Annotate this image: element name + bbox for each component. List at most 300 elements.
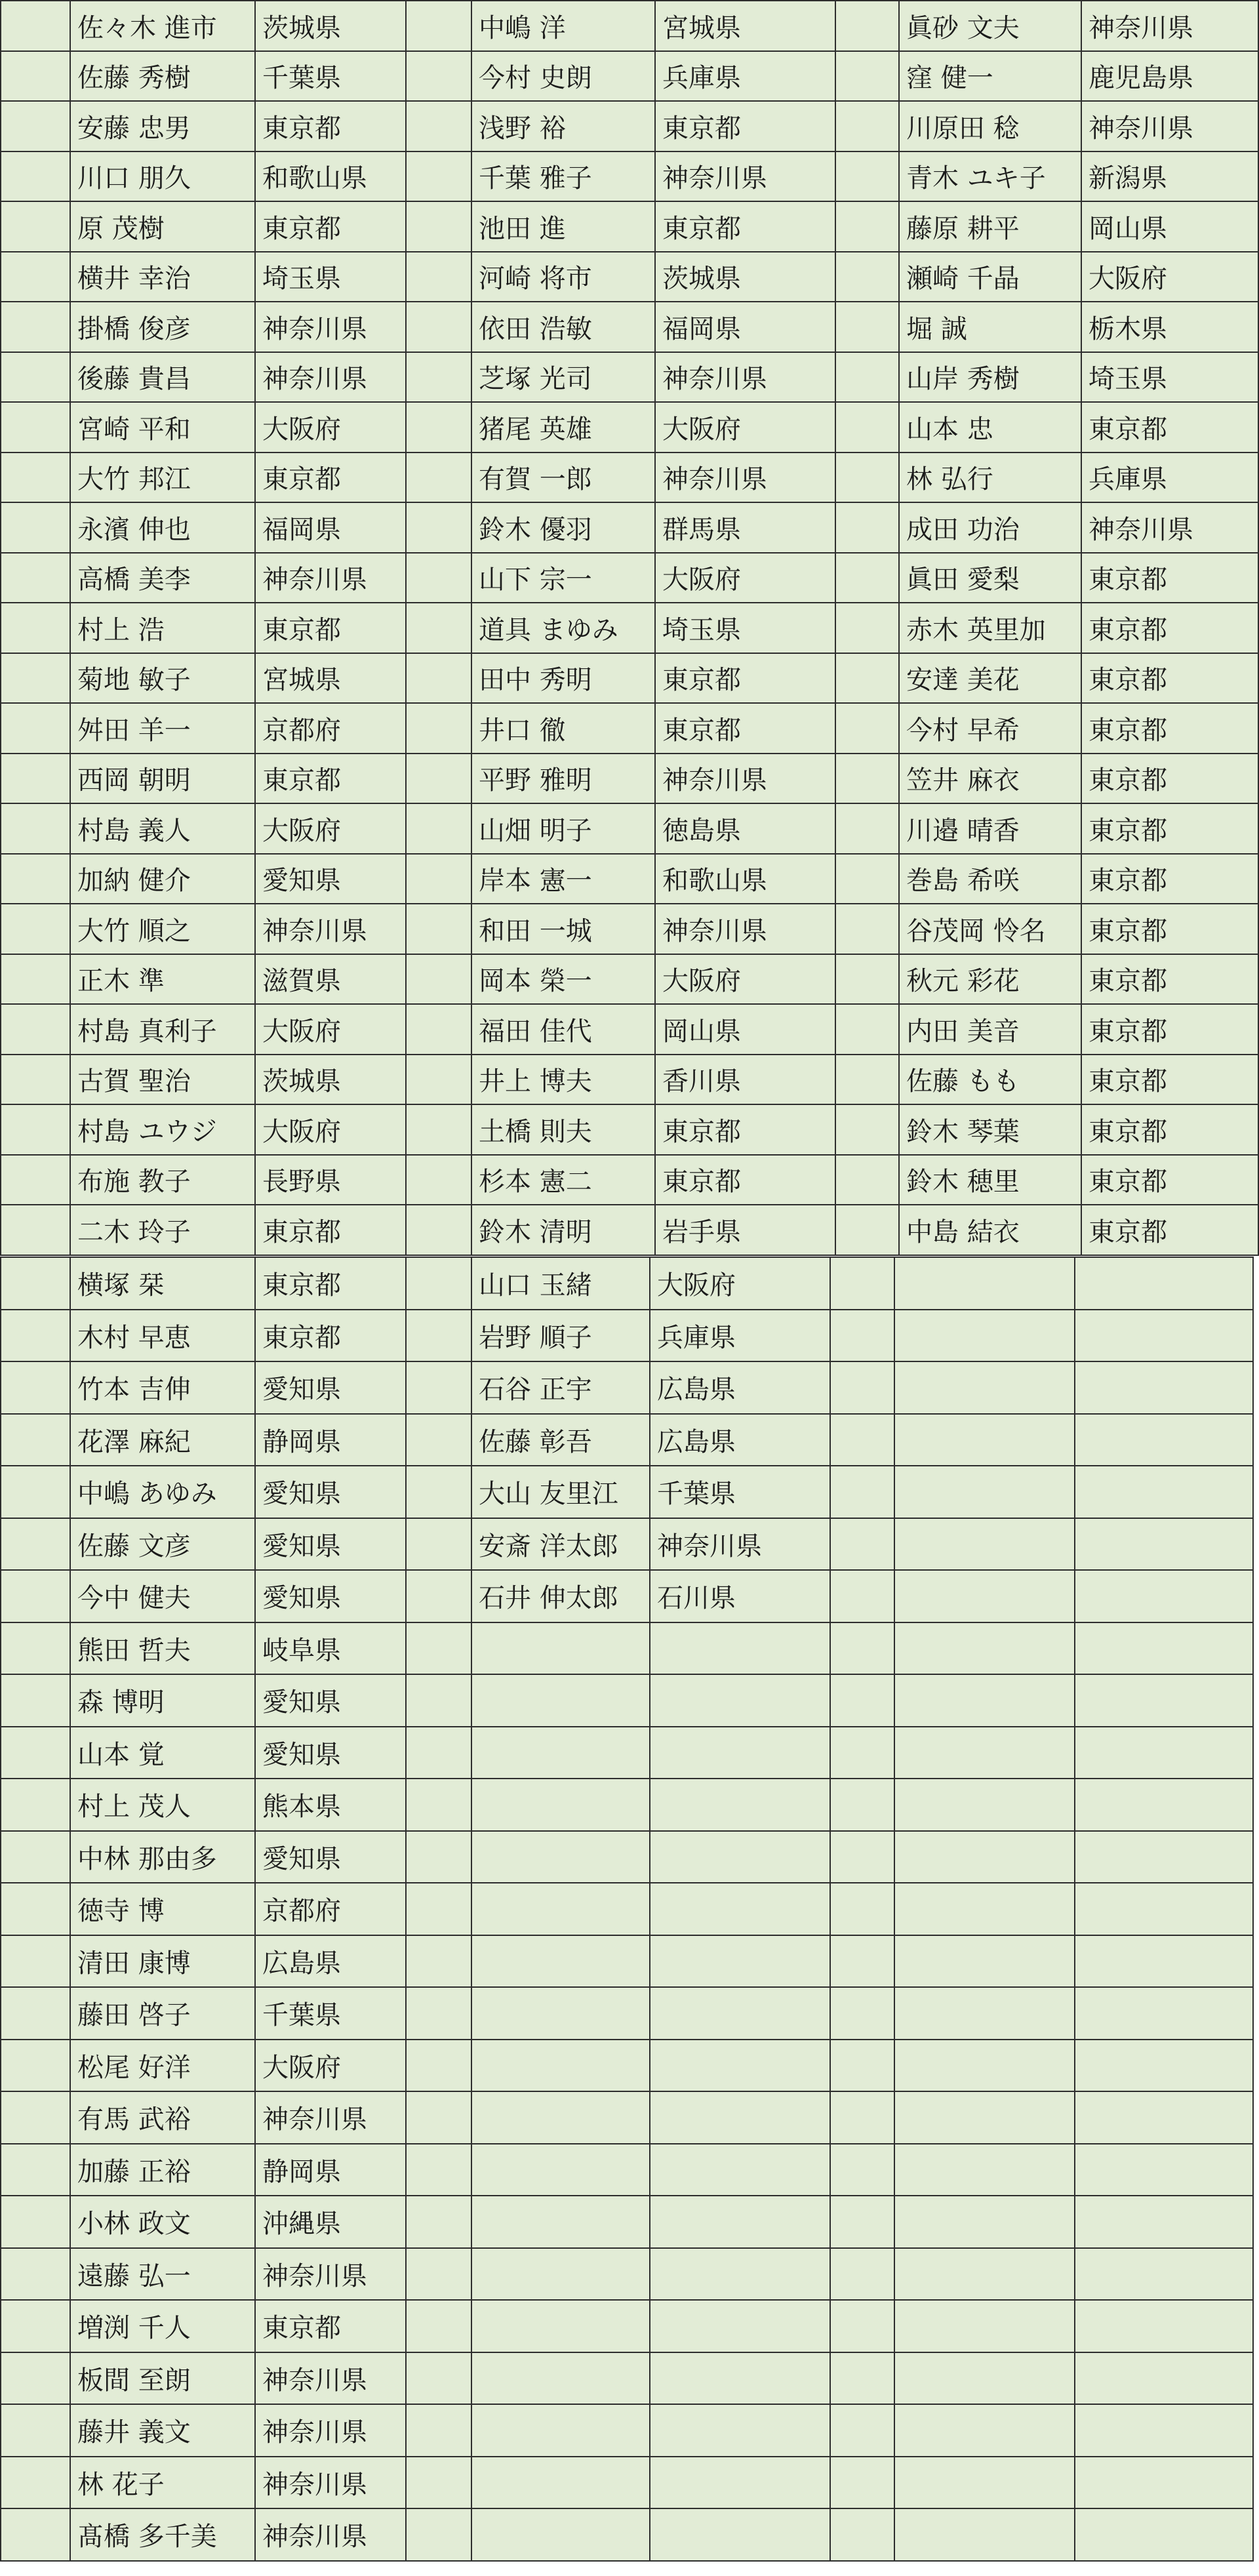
spacer-cell[interactable] (406, 1104, 471, 1155)
prefecture-cell[interactable]: 兵庫県 (1081, 453, 1258, 503)
prefecture-cell[interactable]: 神奈川県 (255, 352, 406, 403)
spacer-cell[interactable] (830, 1831, 894, 1883)
spacer-cell[interactable] (406, 2248, 471, 2301)
spacer-cell[interactable] (1, 904, 70, 954)
name-cell[interactable]: 大竹 邦江 (70, 453, 255, 503)
prefecture-cell[interactable]: 千葉県 (650, 1466, 830, 1518)
prefecture-cell[interactable]: 大阪府 (255, 803, 406, 854)
name-cell[interactable]: 道具 まゆみ (471, 603, 655, 653)
prefecture-cell[interactable] (1075, 2352, 1253, 2405)
prefecture-cell[interactable]: 千葉県 (255, 51, 406, 102)
spacer-cell[interactable] (835, 653, 899, 704)
name-cell[interactable]: 鈴木 優羽 (471, 502, 655, 553)
spacer-cell[interactable] (406, 1727, 471, 1779)
name-cell[interactable]: 布施 教子 (70, 1155, 255, 1205)
spacer-cell[interactable] (1, 1055, 70, 1105)
name-cell[interactable]: 岸本 憲一 (471, 854, 655, 904)
spacer-cell[interactable] (830, 1883, 894, 1935)
spacer-cell[interactable] (1, 2040, 70, 2092)
spacer-cell[interactable] (406, 1883, 471, 1935)
spacer-cell[interactable] (835, 803, 899, 854)
spacer-cell[interactable] (1, 1155, 70, 1205)
spacer-cell[interactable] (830, 1727, 894, 1779)
prefecture-cell[interactable] (1075, 1466, 1253, 1518)
prefecture-cell[interactable]: 東京都 (255, 1257, 406, 1310)
name-cell[interactable]: 川口 朋久 (70, 151, 255, 202)
prefecture-cell[interactable]: 神奈川県 (655, 151, 835, 202)
name-cell[interactable] (894, 2457, 1075, 2509)
prefecture-cell[interactable] (650, 2300, 830, 2352)
name-cell[interactable]: 堀 誠 (899, 302, 1081, 352)
name-cell[interactable]: 内田 美音 (899, 1004, 1081, 1055)
prefecture-cell[interactable]: 福岡県 (655, 302, 835, 352)
prefecture-cell[interactable]: 静岡県 (255, 1414, 406, 1466)
spacer-cell[interactable] (835, 1004, 899, 1055)
name-cell[interactable]: 川原田 稔 (899, 101, 1081, 151)
prefecture-cell[interactable]: 和歌山県 (255, 151, 406, 202)
name-cell[interactable]: 赤木 英里加 (899, 603, 1081, 653)
name-cell[interactable] (471, 1727, 650, 1779)
prefecture-cell[interactable]: 大阪府 (255, 2040, 406, 2092)
prefecture-cell[interactable] (650, 1883, 830, 1935)
name-cell[interactable]: 菊地 敏子 (70, 653, 255, 704)
name-cell[interactable]: 成田 功治 (899, 502, 1081, 553)
prefecture-cell[interactable]: 大阪府 (255, 1104, 406, 1155)
spacer-cell[interactable] (1, 2248, 70, 2301)
name-cell[interactable] (894, 1831, 1075, 1883)
name-cell[interactable]: 井上 博夫 (471, 1055, 655, 1105)
prefecture-cell[interactable]: 愛知県 (255, 1831, 406, 1883)
name-cell[interactable]: 岩野 順子 (471, 1310, 650, 1362)
name-cell[interactable] (471, 1935, 650, 1988)
name-cell[interactable]: 中島 結衣 (899, 1205, 1081, 1255)
prefecture-cell[interactable]: 東京都 (255, 754, 406, 804)
name-cell[interactable]: 徳寺 博 (70, 1883, 255, 1935)
spacer-cell[interactable] (1, 2404, 70, 2457)
spacer-cell[interactable] (406, 854, 471, 904)
prefecture-cell[interactable]: 東京都 (255, 201, 406, 252)
prefecture-cell[interactable]: 東京都 (655, 653, 835, 704)
name-cell[interactable] (894, 1466, 1075, 1518)
name-cell[interactable] (894, 1310, 1075, 1362)
prefecture-cell[interactable]: 福岡県 (255, 502, 406, 553)
name-cell[interactable] (471, 2300, 650, 2352)
prefecture-cell[interactable]: 広島県 (650, 1414, 830, 1466)
spacer-cell[interactable] (406, 453, 471, 503)
prefecture-cell[interactable]: 兵庫県 (655, 51, 835, 102)
prefecture-cell[interactable]: 新潟県 (1081, 151, 1258, 202)
spacer-cell[interactable] (406, 2091, 471, 2144)
spacer-cell[interactable] (835, 954, 899, 1005)
prefecture-cell[interactable]: 岡山県 (655, 1004, 835, 1055)
spacer-cell[interactable] (1, 1361, 70, 1414)
spacer-cell[interactable] (835, 252, 899, 302)
spacer-cell[interactable] (406, 1004, 471, 1055)
spacer-cell[interactable] (406, 1987, 471, 2040)
spacer-cell[interactable] (1, 2144, 70, 2196)
prefecture-cell[interactable]: 滋賀県 (255, 954, 406, 1005)
prefecture-cell[interactable]: 愛知県 (255, 1674, 406, 1727)
spacer-cell[interactable] (406, 51, 471, 102)
name-cell[interactable]: 石井 伸太郎 (471, 1570, 650, 1622)
prefecture-cell[interactable]: 東京都 (1081, 904, 1258, 954)
spacer-cell[interactable] (1, 402, 70, 453)
prefecture-cell[interactable] (1075, 2248, 1253, 2301)
name-cell[interactable] (471, 2508, 650, 2561)
name-cell[interactable]: 掛橋 俊彦 (70, 302, 255, 352)
prefecture-cell[interactable] (650, 1831, 830, 1883)
spacer-cell[interactable] (835, 603, 899, 653)
prefecture-cell[interactable] (650, 2352, 830, 2405)
spacer-cell[interactable] (1, 754, 70, 804)
name-cell[interactable] (894, 1935, 1075, 1988)
prefecture-cell[interactable]: 京都府 (255, 703, 406, 754)
name-cell[interactable]: 今村 早希 (899, 703, 1081, 754)
prefecture-cell[interactable]: 愛知県 (255, 1361, 406, 1414)
spacer-cell[interactable] (830, 2091, 894, 2144)
name-cell[interactable] (894, 1883, 1075, 1935)
prefecture-cell[interactable] (650, 2404, 830, 2457)
name-cell[interactable]: 猪尾 英雄 (471, 402, 655, 453)
spacer-cell[interactable] (406, 703, 471, 754)
spacer-cell[interactable] (406, 1, 471, 51)
prefecture-cell[interactable] (1075, 2196, 1253, 2248)
name-cell[interactable]: 山本 覚 (70, 1727, 255, 1779)
prefecture-cell[interactable]: 広島県 (650, 1361, 830, 1414)
name-cell[interactable] (471, 1831, 650, 1883)
spacer-cell[interactable] (835, 1104, 899, 1155)
spacer-cell[interactable] (406, 402, 471, 453)
prefecture-cell[interactable] (1075, 2144, 1253, 2196)
spacer-cell[interactable] (406, 1361, 471, 1414)
prefecture-cell[interactable]: 愛知県 (255, 1727, 406, 1779)
name-cell[interactable] (894, 2196, 1075, 2248)
prefecture-cell[interactable]: 東京都 (1081, 703, 1258, 754)
prefecture-cell[interactable]: 東京都 (255, 2300, 406, 2352)
name-cell[interactable]: 清田 康博 (70, 1935, 255, 1988)
name-cell[interactable]: 岡本 榮一 (471, 954, 655, 1005)
name-cell[interactable]: 山下 宗一 (471, 553, 655, 603)
name-cell[interactable]: 巻島 希咲 (899, 854, 1081, 904)
name-cell[interactable]: 山岸 秀樹 (899, 352, 1081, 403)
spacer-cell[interactable] (406, 1622, 471, 1675)
prefecture-cell[interactable]: 東京都 (1081, 402, 1258, 453)
spacer-cell[interactable] (1, 302, 70, 352)
name-cell[interactable]: 今村 史朗 (471, 51, 655, 102)
prefecture-cell[interactable]: 神奈川県 (255, 2508, 406, 2561)
prefecture-cell[interactable]: 神奈川県 (655, 352, 835, 403)
prefecture-cell[interactable] (1075, 1987, 1253, 2040)
spacer-cell[interactable] (830, 2508, 894, 2561)
spacer-cell[interactable] (1, 2196, 70, 2248)
name-cell[interactable] (894, 1361, 1075, 1414)
prefecture-cell[interactable] (650, 2508, 830, 2561)
spacer-cell[interactable] (830, 2352, 894, 2405)
prefecture-cell[interactable]: 埼玉県 (255, 252, 406, 302)
prefecture-cell[interactable]: 大阪府 (655, 402, 835, 453)
name-cell[interactable]: 中嶋 洋 (471, 1, 655, 51)
spacer-cell[interactable] (830, 2144, 894, 2196)
prefecture-cell[interactable]: 神奈川県 (650, 1518, 830, 1571)
prefecture-cell[interactable]: 埼玉県 (655, 603, 835, 653)
name-cell[interactable] (471, 1779, 650, 1831)
name-cell[interactable]: 山本 忠 (899, 402, 1081, 453)
prefecture-cell[interactable] (650, 2091, 830, 2144)
prefecture-cell[interactable] (650, 1727, 830, 1779)
spacer-cell[interactable] (406, 1674, 471, 1727)
spacer-cell[interactable] (1, 1310, 70, 1362)
spacer-cell[interactable] (835, 904, 899, 954)
spacer-cell[interactable] (830, 1622, 894, 1675)
name-cell[interactable] (894, 2248, 1075, 2301)
prefecture-cell[interactable]: 神奈川県 (255, 904, 406, 954)
prefecture-cell[interactable]: 神奈川県 (655, 453, 835, 503)
spacer-cell[interactable] (406, 2404, 471, 2457)
prefecture-cell[interactable]: 熊本県 (255, 1779, 406, 1831)
name-cell[interactable]: 浅野 裕 (471, 101, 655, 151)
prefecture-cell[interactable]: 愛知県 (255, 1570, 406, 1622)
prefecture-cell[interactable] (1075, 2300, 1253, 2352)
spacer-cell[interactable] (1, 1883, 70, 1935)
name-cell[interactable]: 池田 進 (471, 201, 655, 252)
prefecture-cell[interactable]: 大阪府 (655, 553, 835, 603)
prefecture-cell[interactable]: 東京都 (655, 1104, 835, 1155)
prefecture-cell[interactable]: 東京都 (255, 101, 406, 151)
spacer-cell[interactable] (835, 151, 899, 202)
prefecture-cell[interactable]: 岐阜県 (255, 1622, 406, 1675)
spacer-cell[interactable] (406, 2300, 471, 2352)
name-cell[interactable]: 髙橋 多千美 (70, 2508, 255, 2561)
spacer-cell[interactable] (835, 402, 899, 453)
name-cell[interactable]: 後藤 貴昌 (70, 352, 255, 403)
prefecture-cell[interactable]: 東京都 (1081, 1104, 1258, 1155)
prefecture-cell[interactable] (1075, 1361, 1253, 1414)
name-cell[interactable]: 今中 健夫 (70, 1570, 255, 1622)
name-cell[interactable] (894, 1570, 1075, 1622)
name-cell[interactable]: 村島 ユウジ (70, 1104, 255, 1155)
prefecture-cell[interactable]: 茨城県 (255, 1055, 406, 1105)
prefecture-cell[interactable]: 東京都 (655, 201, 835, 252)
prefecture-cell[interactable]: 愛知県 (255, 854, 406, 904)
name-cell[interactable]: 佐藤 彰吾 (471, 1414, 650, 1466)
name-cell[interactable] (894, 1414, 1075, 1466)
prefecture-cell[interactable] (1075, 1727, 1253, 1779)
spacer-cell[interactable] (406, 754, 471, 804)
prefecture-cell[interactable]: 宮城県 (255, 653, 406, 704)
prefecture-cell[interactable]: 岡山県 (1081, 201, 1258, 252)
spacer-cell[interactable] (406, 2457, 471, 2509)
prefecture-cell[interactable] (1075, 2508, 1253, 2561)
name-cell[interactable]: 河崎 将市 (471, 252, 655, 302)
spacer-cell[interactable] (835, 854, 899, 904)
spacer-cell[interactable] (1, 1, 70, 51)
spacer-cell[interactable] (835, 502, 899, 553)
name-cell[interactable]: 松尾 好洋 (70, 2040, 255, 2092)
spacer-cell[interactable] (1, 151, 70, 202)
spacer-cell[interactable] (406, 201, 471, 252)
spacer-cell[interactable] (830, 1570, 894, 1622)
prefecture-cell[interactable]: 埼玉県 (1081, 352, 1258, 403)
name-cell[interactable]: 古賀 聖治 (70, 1055, 255, 1105)
name-cell[interactable] (471, 1987, 650, 2040)
name-cell[interactable]: 福田 佳代 (471, 1004, 655, 1055)
spacer-cell[interactable] (1, 1987, 70, 2040)
name-cell[interactable] (894, 1727, 1075, 1779)
name-cell[interactable]: 青木 ユキ子 (899, 151, 1081, 202)
prefecture-cell[interactable]: 長野県 (255, 1155, 406, 1205)
spacer-cell[interactable] (406, 1257, 471, 1310)
spacer-cell[interactable] (406, 954, 471, 1005)
spacer-cell[interactable] (406, 653, 471, 704)
name-cell[interactable]: 依田 浩敏 (471, 302, 655, 352)
prefecture-cell[interactable] (1075, 1310, 1253, 1362)
prefecture-cell[interactable]: 千葉県 (255, 1987, 406, 2040)
prefecture-cell[interactable]: 東京都 (655, 703, 835, 754)
spacer-cell[interactable] (830, 1935, 894, 1988)
spacer-cell[interactable] (1, 954, 70, 1005)
spacer-cell[interactable] (1, 1831, 70, 1883)
name-cell[interactable]: 窪 健一 (899, 51, 1081, 102)
prefecture-cell[interactable]: 東京都 (1081, 653, 1258, 704)
prefecture-cell[interactable]: 大阪府 (255, 1004, 406, 1055)
prefecture-cell[interactable]: 東京都 (1081, 1055, 1258, 1105)
spacer-cell[interactable] (835, 352, 899, 403)
prefecture-cell[interactable]: 東京都 (255, 453, 406, 503)
spacer-cell[interactable] (835, 1155, 899, 1205)
name-cell[interactable]: 舛田 羊一 (70, 703, 255, 754)
name-cell[interactable] (894, 1257, 1075, 1310)
name-cell[interactable]: 土橋 則夫 (471, 1104, 655, 1155)
name-cell[interactable] (471, 2040, 650, 2092)
spacer-cell[interactable] (406, 1205, 471, 1255)
prefecture-cell[interactable]: 宮城県 (655, 1, 835, 51)
spacer-cell[interactable] (830, 1310, 894, 1362)
name-cell[interactable]: 西岡 朝明 (70, 754, 255, 804)
name-cell[interactable]: 山口 玉緒 (471, 1257, 650, 1310)
spacer-cell[interactable] (1, 1779, 70, 1831)
spacer-cell[interactable] (406, 502, 471, 553)
spacer-cell[interactable] (1, 1935, 70, 1988)
prefecture-cell[interactable]: 神奈川県 (255, 2091, 406, 2144)
prefecture-cell[interactable] (1075, 1883, 1253, 1935)
prefecture-cell[interactable]: 静岡県 (255, 2144, 406, 2196)
spacer-cell[interactable] (1, 453, 70, 503)
prefecture-cell[interactable]: 東京都 (655, 101, 835, 151)
spacer-cell[interactable] (406, 1935, 471, 1988)
name-cell[interactable]: 眞砂 文夫 (899, 1, 1081, 51)
name-cell[interactable]: 村島 真利子 (70, 1004, 255, 1055)
spacer-cell[interactable] (406, 1155, 471, 1205)
spacer-cell[interactable] (1, 1674, 70, 1727)
spacer-cell[interactable] (830, 1779, 894, 1831)
name-cell[interactable]: 千葉 雅子 (471, 151, 655, 202)
spacer-cell[interactable] (1, 2457, 70, 2509)
prefecture-cell[interactable]: 東京都 (255, 1205, 406, 1255)
prefecture-cell[interactable] (650, 1779, 830, 1831)
name-cell[interactable]: 佐々木 進市 (70, 1, 255, 51)
spacer-cell[interactable] (835, 1205, 899, 1255)
name-cell[interactable] (894, 2091, 1075, 2144)
prefecture-cell[interactable]: 神奈川県 (255, 2352, 406, 2405)
prefecture-cell[interactable]: 東京都 (1081, 754, 1258, 804)
prefecture-cell[interactable]: 神奈川県 (1081, 502, 1258, 553)
prefecture-cell[interactable]: 神奈川県 (255, 2457, 406, 2509)
prefecture-cell[interactable] (650, 2457, 830, 2509)
name-cell[interactable] (894, 1987, 1075, 2040)
name-cell[interactable]: 佐藤 秀樹 (70, 51, 255, 102)
name-cell[interactable]: 井口 徹 (471, 703, 655, 754)
prefecture-cell[interactable] (1075, 2457, 1253, 2509)
spacer-cell[interactable] (406, 1310, 471, 1362)
spacer-cell[interactable] (1, 1414, 70, 1466)
spacer-cell[interactable] (1, 1727, 70, 1779)
prefecture-cell[interactable]: 東京都 (1081, 603, 1258, 653)
prefecture-cell[interactable]: 大阪府 (1081, 252, 1258, 302)
name-cell[interactable]: 安斎 洋太郎 (471, 1518, 650, 1571)
spacer-cell[interactable] (835, 1055, 899, 1105)
prefecture-cell[interactable]: 大阪府 (255, 402, 406, 453)
name-cell[interactable]: 村島 義人 (70, 803, 255, 854)
spacer-cell[interactable] (1, 1205, 70, 1255)
spacer-cell[interactable] (830, 2040, 894, 2092)
name-cell[interactable]: 笠井 麻衣 (899, 754, 1081, 804)
spacer-cell[interactable] (406, 252, 471, 302)
name-cell[interactable]: 佐藤 文彦 (70, 1518, 255, 1571)
prefecture-cell[interactable]: 群馬県 (655, 502, 835, 553)
name-cell[interactable]: 谷茂岡 怜名 (899, 904, 1081, 954)
prefecture-cell[interactable]: 愛知県 (255, 1466, 406, 1518)
name-cell[interactable] (894, 2300, 1075, 2352)
spacer-cell[interactable] (835, 1, 899, 51)
prefecture-cell[interactable]: 神奈川県 (255, 553, 406, 603)
name-cell[interactable]: 鈴木 穂里 (899, 1155, 1081, 1205)
name-cell[interactable] (894, 1674, 1075, 1727)
name-cell[interactable]: 正木 準 (70, 954, 255, 1005)
name-cell[interactable]: 川邉 晴香 (899, 803, 1081, 854)
name-cell[interactable]: 大竹 順之 (70, 904, 255, 954)
spacer-cell[interactable] (406, 553, 471, 603)
name-cell[interactable]: 藤原 耕平 (899, 201, 1081, 252)
spacer-cell[interactable] (1, 854, 70, 904)
spacer-cell[interactable] (1, 1257, 70, 1310)
name-cell[interactable]: 眞田 愛梨 (899, 553, 1081, 603)
spacer-cell[interactable] (1, 1622, 70, 1675)
prefecture-cell[interactable]: 東京都 (1081, 803, 1258, 854)
spacer-cell[interactable] (1, 2352, 70, 2405)
prefecture-cell[interactable]: 神奈川県 (1081, 1, 1258, 51)
name-cell[interactable] (471, 2248, 650, 2301)
prefecture-cell[interactable]: 徳島県 (655, 803, 835, 854)
name-cell[interactable]: 芝塚 光司 (471, 352, 655, 403)
name-cell[interactable] (471, 2457, 650, 2509)
spacer-cell[interactable] (406, 1055, 471, 1105)
name-cell[interactable]: 小林 政文 (70, 2196, 255, 2248)
name-cell[interactable] (894, 2144, 1075, 2196)
name-cell[interactable] (894, 1622, 1075, 1675)
prefecture-cell[interactable]: 広島県 (255, 1935, 406, 1988)
name-cell[interactable]: 藤田 啓子 (70, 1987, 255, 2040)
name-cell[interactable]: 中林 那由多 (70, 1831, 255, 1883)
prefecture-cell[interactable]: 東京都 (655, 1155, 835, 1205)
spacer-cell[interactable] (835, 453, 899, 503)
spacer-cell[interactable] (1, 653, 70, 704)
spacer-cell[interactable] (1, 553, 70, 603)
name-cell[interactable]: 横塚 栞 (70, 1257, 255, 1310)
name-cell[interactable]: 安藤 忠男 (70, 101, 255, 151)
name-cell[interactable]: 村上 茂人 (70, 1779, 255, 1831)
spacer-cell[interactable] (830, 1361, 894, 1414)
spacer-cell[interactable] (1, 1570, 70, 1622)
